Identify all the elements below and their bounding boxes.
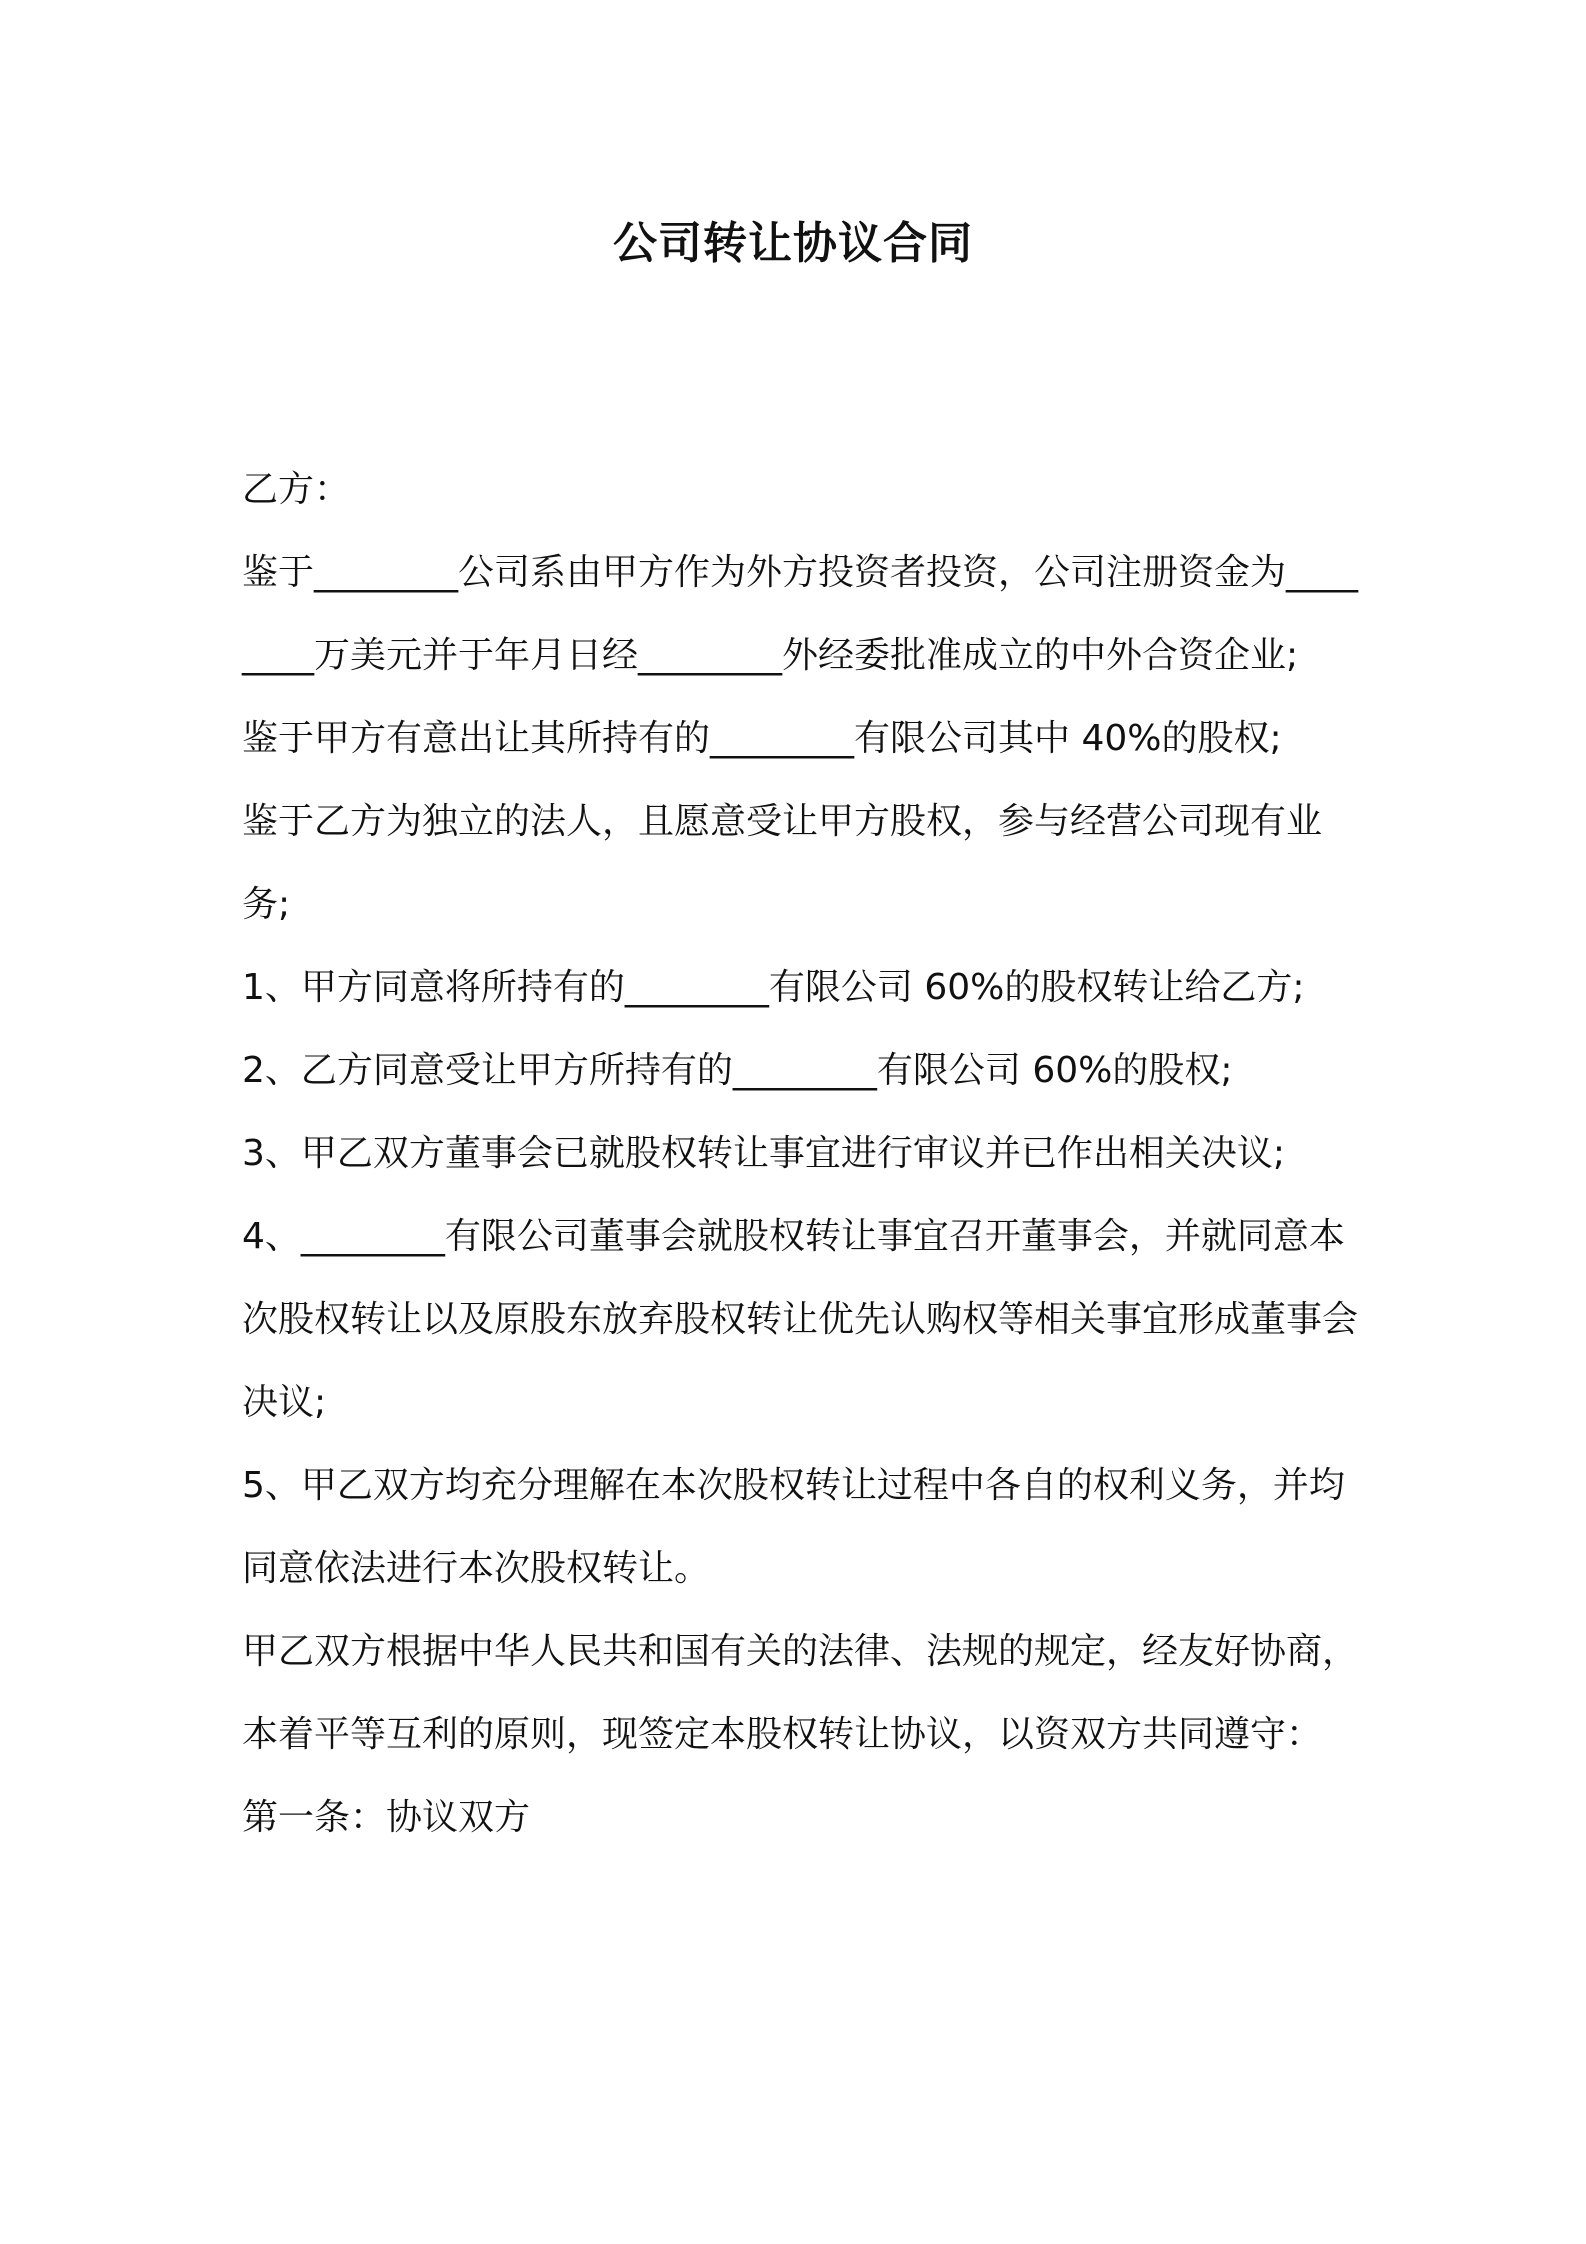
whereas-company-paragraph: 鉴于________公司系由甲方作为外方投资者投资，公司注册资金为________万美元并于年月日经________外经委批准成立的中外合资企业;: [242, 552, 1359, 676]
clause-item-4: 4、________有限公司董事会就股权转让事宜召开董事会，并就同意本次股权转让以及原股东放弃股权转让优先认购权等相关事宜形成董事会决议;: [242, 1216, 1359, 1423]
agreement-preamble: 甲乙双方根据中华人民共和国有关的法律、法规的规定，经友好协商，本着平等互利的原则，现签定本股权转让协议，以资双方共同遵守：: [242, 1631, 1359, 1755]
document-body: [242, 448, 1362, 1859]
whereas-transfer-paragraph: 鉴于甲方有意出让其所持有的________有限公司其中 40%的股权;: [242, 718, 1282, 759]
whereas-party-b-paragraph: 鉴于乙方为独立的法人，且愿意受让甲方股权，参与经营公司现有业务;: [242, 801, 1323, 925]
party-b-line: 乙方：: [242, 469, 351, 510]
clause-item-5: 5、甲乙双方均充分理解在本次股权转让过程中各自的权利义务，并均同意依法进行本次股权转让。: [242, 1465, 1345, 1589]
clause-item-3: 3、甲乙双方董事会已就股权转让事宜进行审议并已作出相关决议;: [242, 1133, 1286, 1174]
article-1-heading: 第一条：协议双方: [242, 1797, 531, 1838]
clause-item-1: 1、甲方同意将所持有的________有限公司 60%的股权转让给乙方;: [242, 967, 1305, 1008]
clause-item-2: 2、乙方同意受让甲方所持有的________有限公司 60%的股权;: [242, 1050, 1233, 1091]
document-title: 公司转让协议合同: [613, 218, 973, 269]
